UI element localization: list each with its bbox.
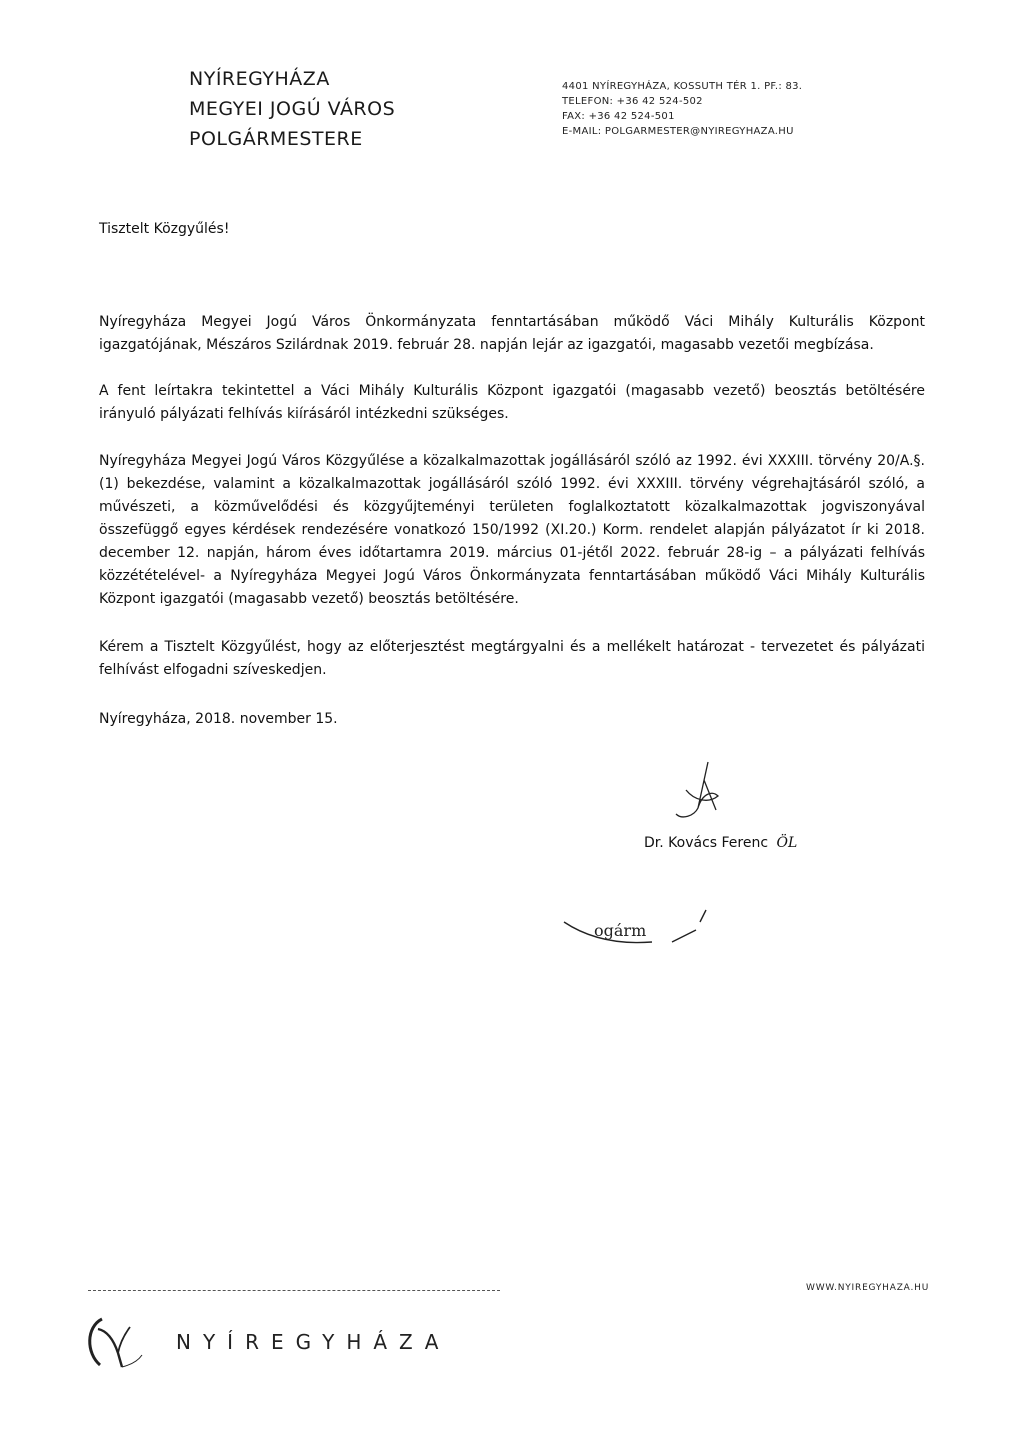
city-logo-icon [84,1313,146,1373]
org-line-county: MEGYEI JOGÚ VÁROS [189,98,396,120]
paragraph: Kérem a Tisztelt Közgyűlést, hogy az előterjesztést megtárgyalni és a mellékelt határozat - tervezetet és pályázati felhívást elfogadni szíveskedjen. [99,639,925,678]
paragraph: A fent leírtakra tekintettel a Váci Mihály Kulturális Központ igazgatói (magasabb vezető) beosztás betöltésére irányuló pályázati felhívás kiírásáról intézkedni szükséges. [99,383,925,422]
contact-email: E-MAIL: POLGARMESTER@NYIREGYHAZA.HU [562,126,794,137]
organization-name [189,64,395,154]
stamp-icon [560,902,720,952]
footer-city-name: NYÍREGYHÁZA [176,1330,451,1354]
signer-name-text: Dr. Kovács Ferenc [644,835,769,851]
paragraph: Nyíregyháza Megyei Jogú Város Közgyűlése a közalkalmazottak jogállásáról szóló az 1992. évi XXXIII. törvény 20/A.§. (1) bekezdése, valamint a közalkalmazottak jogállásáról szóló 1992. évi XXXIII. törvény végrehajtásáról szóló, a művészeti, a közművelődési és közgyűjteményi területen foglalkoztatott közalkalmazottak jogviszonyával összefüggő egyes kérdések rendezésére vonatkozó 150/1992 (XI.20.) Korm. rendelet alapján pályázatot ír ki 2018. december 12. napján, három éves időtartamra 2019. március 01-jétől 2022. február 28-ig – a pályázati felhívás közzétételével- a Nyíregyháza Megyei Jogú Város Önkormányzata fenntartásában működő Váci Mihály Kulturális Központ igazgatói (magasabb vezető) beosztás betöltésére. [99,453,925,607]
contact-phone: TELEFON: +36 42 524-502 [562,96,703,107]
paragraph: Nyíregyháza Megyei Jogú Város Önkormányzata fenntartásában működő Váci Mihály Kulturális Központ igazgatójának, Mészáros Szilárdnak 2019. február 28. napján lejár az igazgatói, magasabb vezetői megbízása. [99,314,925,353]
footer-website: WWW.NYIREGYHAZA.HU [806,1283,930,1293]
signer-name [644,835,797,851]
org-line-city: NYÍREGYHÁZA [189,68,330,90]
org-line-mayor: POLGÁRMESTERE [189,128,363,150]
contact-fax: FAX: +36 42 524-501 [562,111,675,122]
signer-initials: ÖL [776,835,798,851]
stamp-text: ogárm [594,921,647,940]
footer-divider [88,1290,500,1291]
salutation: Tisztelt Közgyűlés! [99,221,230,237]
contact-address: 4401 NYÍREGYHÁZA, KOSSUTH TÉR 1. PF.: 83. [562,81,803,92]
date-line: Nyíregyháza, 2018. november 15. [99,711,338,727]
contact-block [562,79,802,139]
handwritten-signature-icon [668,760,728,826]
